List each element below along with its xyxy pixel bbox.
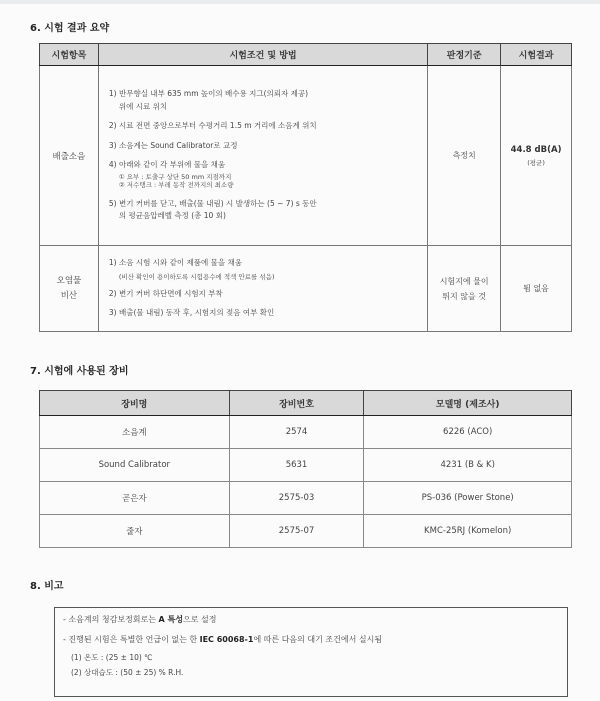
remark-text: - 진행된 시험은 특별한 언급이 없는 한 xyxy=(63,635,200,644)
remark-temperature: (1) 온도 : (25 ± 10) ℃ xyxy=(71,653,153,662)
condition-step: 3) 배출(물 내림) 동작 후, 시험지의 젖음 여부 확인 xyxy=(108,308,275,318)
item-text: 비산 xyxy=(60,290,78,301)
equipment-model: KMC-25RJ (Komelon) xyxy=(364,515,572,548)
equipment-number: 5631 xyxy=(229,449,364,482)
equipment-row xyxy=(40,449,572,482)
equipment-model: 6226 (ACO) xyxy=(364,416,572,449)
condition-substep: ② 저수탱크 : 부레 동작 전까지의 최소량 xyxy=(118,180,234,189)
condition-discharge-noise xyxy=(98,66,427,246)
header-equipment-name: 장비명 xyxy=(40,391,230,416)
equipment-model: PS-036 (Power Stone) xyxy=(364,482,572,515)
equipment-row xyxy=(40,515,572,548)
condition-step: 3) 소음계는 Sound Calibrator로 교정 xyxy=(108,140,238,150)
header-equipment-number: 장비번호 xyxy=(229,391,364,416)
equipment-number: 2575-07 xyxy=(229,515,364,548)
test-results-table xyxy=(39,43,572,332)
section-6-title: 6. 시험 결과 요약 xyxy=(30,23,110,34)
item-discharge-noise: 배출소음 xyxy=(40,66,99,246)
top-rule xyxy=(0,0,600,4)
remark-line xyxy=(63,614,567,626)
remark-humidity: (2) 상대습도 : (50 ± 25) % R.H. xyxy=(71,668,184,677)
item-text: 오염물 xyxy=(56,275,82,286)
condition-text: 1) 반무향실 내부 635 mm 높이의 배수용 지그(의뢰자 제공) xyxy=(108,89,309,99)
condition-text: 의 평균음압레벨 측정 (총 10 회) xyxy=(118,211,226,221)
results-row-splash xyxy=(40,246,572,332)
condition-step: 4) 아래와 같이 각 부위에 물을 채움 xyxy=(108,160,226,170)
result-value: 44.8 dB(A) xyxy=(510,144,562,155)
criterion-text: 튀지 않을 것 xyxy=(442,291,487,301)
condition-step: 2) 변기 커버 하단면에 시험지 부착 xyxy=(108,288,223,298)
result-splash: 튐 없음 xyxy=(501,246,572,332)
item-contaminant-splash xyxy=(40,246,99,332)
remark-emphasis: A 특성 xyxy=(158,615,183,624)
condition-substep: ① 요부 : 토출구 상단 50 mm 지점까지 xyxy=(118,172,232,181)
condition-step: 2) 시료 전면 중앙으로부터 수평거리 1.5 m 거리에 소음계 위치 xyxy=(108,121,317,131)
result-note: (평균) xyxy=(527,158,545,167)
section-8-title: 8. 비고 xyxy=(30,581,64,592)
remark-line xyxy=(63,634,567,646)
header-test-item: 시험항목 xyxy=(40,44,99,66)
remarks-box xyxy=(54,607,568,697)
remark-text: 에 따른 다음의 대기 조건에서 실시됨 xyxy=(253,635,383,644)
header-test-condition: 시험조건 및 방법 xyxy=(98,44,427,66)
condition-note: (비산 확인이 용이하도록 시험용수에 적색 안료를 섞음) xyxy=(118,272,275,281)
equipment-header-row xyxy=(40,391,572,416)
condition-text: 5) 변기 커버를 닫고, 배출(물 내림) 시 발생하는 (5 ~ 7) s 동안 xyxy=(108,198,317,208)
remark-text: 으로 설정 xyxy=(182,615,217,624)
condition-text: 위에 시료 위치 xyxy=(118,101,168,111)
equipment-model: 4231 (B & K) xyxy=(364,449,572,482)
equipment-row xyxy=(40,482,572,515)
remark-emphasis: IEC 60068-1 xyxy=(199,635,254,644)
section-7-title: 7. 시험에 사용된 장비 xyxy=(30,366,129,377)
remark-text: - 소음계의 청감보정회로는 xyxy=(63,615,159,624)
header-result: 시험결과 xyxy=(501,44,572,66)
equipment-name: 줄자 xyxy=(40,515,230,548)
results-header-row xyxy=(40,44,572,66)
equipment-name: Sound Calibrator xyxy=(40,449,230,482)
condition-splash xyxy=(98,246,427,332)
results-row-noise xyxy=(40,66,572,246)
equipment-number: 2575-03 xyxy=(229,482,364,515)
equipment-table xyxy=(39,390,572,548)
header-model-maker: 모델명 (제조사) xyxy=(364,391,572,416)
result-noise xyxy=(501,66,572,246)
equipment-name: 곧은자 xyxy=(40,482,230,515)
condition-step: 1) 소음 시험 시와 같이 제품에 물을 채움 xyxy=(108,258,242,268)
header-criterion: 판정기준 xyxy=(428,44,501,66)
condition-step xyxy=(109,198,419,223)
criterion-noise: 측정치 xyxy=(428,66,501,246)
criterion-text: 시험지에 물이 xyxy=(439,276,489,286)
equipment-name: 소음계 xyxy=(40,416,230,449)
equipment-number: 2574 xyxy=(229,416,364,449)
condition-step xyxy=(109,88,419,113)
equipment-row xyxy=(40,416,572,449)
criterion-splash xyxy=(428,246,501,332)
